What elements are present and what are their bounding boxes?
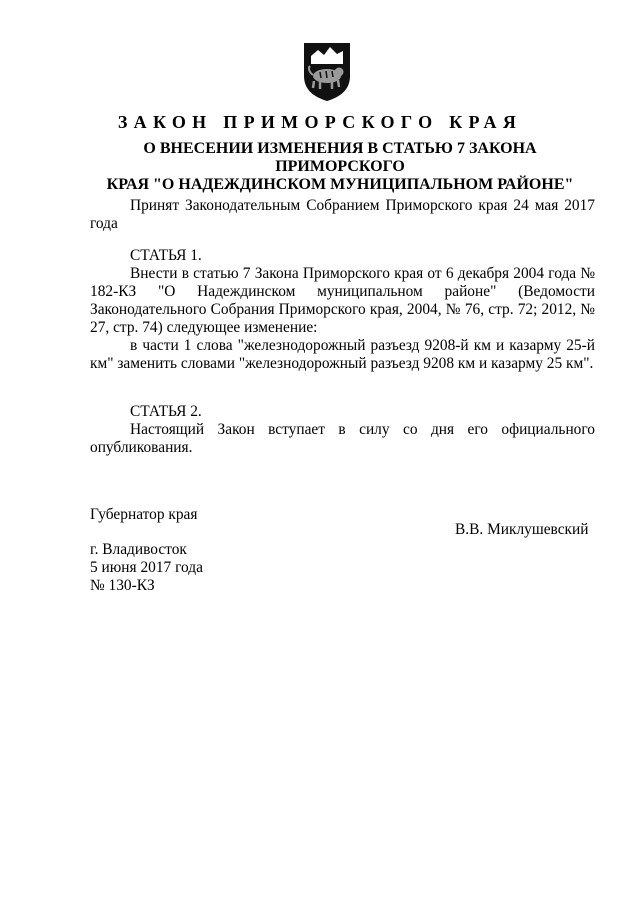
document-title: ЗАКОН ПРИМОРСКОГО КРАЯ	[117, 112, 523, 132]
coat-of-arms-icon	[300, 40, 354, 102]
article-2-paragraph-1: Настоящий Закон вступает в силу со дня его официального опубликования.	[90, 421, 595, 456]
article-1-paragraph-1: Внести в статью 7 Закона Приморского края от 6 декабря 2004 года № 182-КЗ "О Надеждинском муниципальном районе" (Ведомости Законодательного Собрания Приморского края, 2004, № 76, стр. 72; 2012, № 27, стр. 74) следующее изменение:	[90, 265, 595, 336]
adoption-statement: Принят Законодательным Собранием Приморского края 24 мая 2017 года	[90, 197, 595, 232]
signature-name: В.В. Миклушевский	[455, 521, 589, 539]
article-1-paragraph-2: в части 1 слова "железнодорожный разъезд 9208-й км и казарму 25-й км" заменить словами "железнодорожный разъезд 9208 км и казарму 25 км".	[90, 337, 595, 372]
subtitle-line-2: КРАЯ "О НАДЕЖДИНСКОМ МУНИЦИПАЛЬНОМ РАЙОНЕ"	[106, 176, 574, 193]
article-2-heading: СТАТЬЯ 2.	[130, 403, 202, 420]
signature-position: Губернатор края	[90, 506, 198, 523]
article-1-heading: СТАТЬЯ 1.	[130, 247, 202, 264]
document-subtitle	[80, 140, 600, 194]
footer-place: г. Владивосток	[90, 541, 187, 558]
subtitle-line-1: О ВНЕСЕНИИ ИЗМЕНЕНИЯ В СТАТЬЮ 7 ЗАКОНА ПРИМОРСКОГО	[143, 140, 537, 175]
footer-date: 5 июня 2017 года	[90, 559, 203, 576]
footer-law-number: № 130-КЗ	[90, 577, 155, 594]
